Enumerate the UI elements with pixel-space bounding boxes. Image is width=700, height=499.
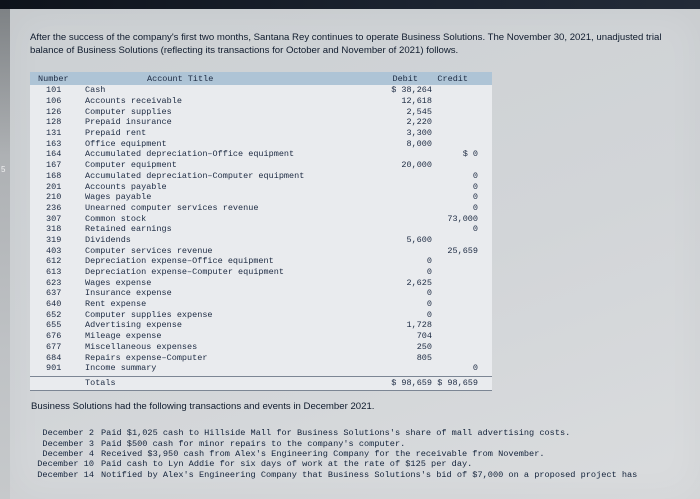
cell-account-title: Wages payable bbox=[85, 192, 152, 203]
cell-number: 613 bbox=[46, 267, 62, 278]
left-window-edge bbox=[0, 9, 10, 499]
cell-credit: 0 bbox=[472, 202, 478, 213]
cell-debit: 1,728 bbox=[406, 320, 432, 331]
cell-account-title: Computer supplies bbox=[85, 106, 172, 117]
cell-number: 637 bbox=[46, 288, 62, 299]
cell-number: 307 bbox=[46, 213, 62, 224]
cell-account-title: Dividends bbox=[85, 234, 131, 245]
table-body bbox=[30, 85, 492, 374]
transaction-date: December 4 bbox=[42, 448, 94, 459]
table-row bbox=[30, 138, 492, 149]
cell-debit: 0 bbox=[426, 288, 432, 299]
cell-number: 128 bbox=[46, 117, 62, 128]
transactions-list bbox=[36, 428, 637, 480]
cell-number: 126 bbox=[46, 106, 62, 117]
transaction-line bbox=[36, 459, 637, 469]
cell-account-title: Unearned computer services revenue bbox=[85, 202, 259, 213]
table-row bbox=[30, 181, 492, 192]
transaction-date: December 3 bbox=[42, 438, 94, 449]
cell-number: 677 bbox=[46, 341, 62, 352]
cell-number: 168 bbox=[46, 170, 62, 181]
table-row bbox=[30, 267, 492, 278]
cell-number: 167 bbox=[46, 160, 62, 171]
table-row bbox=[30, 331, 492, 342]
totals-label: Totals bbox=[85, 378, 116, 389]
cell-account-title: Miscellaneous expenses bbox=[85, 341, 198, 352]
transaction-text: Paid $500 cash for minor repairs to the company's computer. bbox=[101, 438, 406, 449]
table-row bbox=[30, 160, 492, 171]
table-row bbox=[30, 277, 492, 288]
table-row bbox=[30, 106, 492, 117]
cell-debit: 0 bbox=[426, 256, 432, 267]
cell-credit: 0 bbox=[472, 181, 478, 192]
table-row bbox=[30, 85, 492, 96]
transaction-line bbox=[36, 449, 637, 459]
cell-account-title: Accounts receivable bbox=[85, 96, 182, 107]
header-account-title: Account Title bbox=[147, 73, 214, 84]
table-row bbox=[30, 288, 492, 299]
cell-number: 318 bbox=[46, 224, 62, 235]
cell-account-title: Office equipment bbox=[85, 138, 167, 149]
cell-debit: 0 bbox=[426, 299, 432, 310]
table-row bbox=[30, 224, 492, 235]
trial-balance-table bbox=[30, 72, 492, 391]
cell-account-title: Retained earnings bbox=[85, 224, 172, 235]
cell-number: 612 bbox=[46, 256, 62, 267]
top-window-edge bbox=[0, 0, 700, 9]
table-row bbox=[30, 213, 492, 224]
cell-debit: 3,300 bbox=[406, 128, 432, 139]
cell-debit: 250 bbox=[416, 341, 432, 352]
cell-debit: 2,220 bbox=[406, 117, 432, 128]
table-row bbox=[30, 299, 492, 310]
cell-number: 676 bbox=[46, 331, 62, 342]
table-row bbox=[30, 203, 492, 214]
cell-credit: 0 bbox=[472, 192, 478, 203]
table-row bbox=[30, 171, 492, 182]
table-row bbox=[30, 352, 492, 363]
header-credit: Credit bbox=[437, 73, 468, 84]
table-row bbox=[30, 149, 492, 160]
left-edge-label: 5 bbox=[1, 165, 6, 174]
cell-account-title: Prepaid rent bbox=[85, 128, 147, 139]
cell-credit: 0 bbox=[472, 363, 478, 374]
cell-account-title: Accumulated depreciation–Office equipment bbox=[85, 149, 295, 160]
cell-number: 623 bbox=[46, 277, 62, 288]
cell-account-title: Mileage expense bbox=[85, 331, 162, 342]
cell-account-title: Depreciation expense–Office equipment bbox=[85, 256, 274, 267]
cell-account-title: Common stock bbox=[85, 213, 147, 224]
cell-number: 164 bbox=[46, 149, 62, 160]
table-row bbox=[30, 117, 492, 128]
cell-credit: 73,000 bbox=[447, 213, 478, 224]
transaction-text: Paid cash to Lyn Addie for six days of work at the rate of $125 per day. bbox=[101, 459, 473, 470]
cell-debit: 0 bbox=[426, 309, 432, 320]
cell-debit: 20,000 bbox=[401, 160, 432, 171]
table-row bbox=[30, 235, 492, 246]
transaction-text: Received $3,950 cash from Alex's Engineering Company for the receivable from November. bbox=[101, 448, 545, 459]
cell-credit: 0 bbox=[472, 170, 478, 181]
december-intro: Business Solutions had the following transactions and events in December 2021. bbox=[31, 401, 375, 412]
cell-debit: 2,545 bbox=[406, 106, 432, 117]
cell-number: 163 bbox=[46, 138, 62, 149]
cell-account-title: Computer supplies expense bbox=[85, 309, 213, 320]
cell-number: 403 bbox=[46, 245, 62, 256]
header-debit: Debit bbox=[392, 73, 418, 84]
cell-number: 101 bbox=[46, 85, 62, 96]
cell-account-title: Depreciation expense–Computer equipment bbox=[85, 267, 284, 278]
cell-number: 201 bbox=[46, 181, 62, 192]
cell-debit: 704 bbox=[416, 331, 432, 342]
cell-account-title: Prepaid insurance bbox=[85, 117, 172, 128]
cell-debit: 12,618 bbox=[401, 96, 432, 107]
transaction-text: Paid $1,025 cash to Hillside Mall for Business Solutions's share of mall advertising costs. bbox=[101, 428, 571, 439]
cell-number: 319 bbox=[46, 234, 62, 245]
cell-debit: 5,600 bbox=[406, 234, 432, 245]
table-row bbox=[30, 320, 492, 331]
cell-account-title: Wages expense bbox=[85, 277, 152, 288]
intro-paragraph: After the success of the company's first two months, Santana Rey continues to operate Business Solutions. The November 30, 2021, unadjusted trial balance of Business Solutions (reflecting its transactions for October and November of 2021) follows. bbox=[30, 32, 662, 56]
cell-number: 655 bbox=[46, 320, 62, 331]
cell-number: 640 bbox=[46, 299, 62, 310]
transaction-line bbox=[36, 470, 637, 480]
header-number: Number bbox=[38, 73, 69, 84]
cell-credit: 0 bbox=[472, 224, 478, 235]
cell-number: 901 bbox=[46, 363, 62, 374]
cell-account-title: Insurance expense bbox=[85, 288, 172, 299]
transaction-date: December 10 bbox=[37, 459, 94, 470]
transaction-line bbox=[36, 438, 637, 448]
table-header-row bbox=[30, 72, 492, 85]
totals-row bbox=[30, 376, 492, 391]
table-row bbox=[30, 128, 492, 139]
cell-number: 106 bbox=[46, 96, 62, 107]
transaction-line bbox=[36, 428, 637, 438]
cell-number: 652 bbox=[46, 309, 62, 320]
cell-account-title: Computer services revenue bbox=[85, 245, 213, 256]
cell-account-title: Cash bbox=[85, 85, 106, 96]
cell-account-title: Accounts payable bbox=[85, 181, 167, 192]
transaction-date: December 14 bbox=[37, 469, 94, 480]
cell-debit: $ 38,264 bbox=[391, 85, 432, 96]
cell-account-title: Advertising expense bbox=[85, 320, 182, 331]
cell-account-title: Income summary bbox=[85, 363, 157, 374]
transaction-text: Notified by Alex's Engineering Company that Business Solutions's bid of $7,000 on a proposed project has bbox=[101, 469, 638, 480]
cell-account-title: Rent expense bbox=[85, 299, 147, 310]
table-row bbox=[30, 192, 492, 203]
table-row bbox=[30, 256, 492, 267]
cell-debit: 0 bbox=[426, 267, 432, 278]
cell-number: 236 bbox=[46, 202, 62, 213]
table-row bbox=[30, 342, 492, 353]
totals-credit: $ 98,659 bbox=[437, 378, 478, 389]
cell-debit: 805 bbox=[416, 352, 432, 363]
cell-number: 210 bbox=[46, 192, 62, 203]
cell-account-title: Repairs expense–Computer bbox=[85, 352, 208, 363]
cell-debit: 8,000 bbox=[406, 138, 432, 149]
cell-account-title: Computer equipment bbox=[85, 160, 177, 171]
table-row bbox=[30, 245, 492, 256]
cell-credit: 25,659 bbox=[447, 245, 478, 256]
transaction-date: December 2 bbox=[42, 428, 94, 439]
table-row bbox=[30, 363, 492, 374]
cell-number: 684 bbox=[46, 352, 62, 363]
totals-debit: $ 98,659 bbox=[391, 378, 432, 389]
document-page bbox=[10, 9, 700, 499]
cell-debit: 2,625 bbox=[406, 277, 432, 288]
cell-credit: $ 0 bbox=[462, 149, 478, 160]
table-row bbox=[30, 309, 492, 320]
table-row bbox=[30, 96, 492, 107]
cell-account-title: Accumulated depreciation–Computer equipment bbox=[85, 170, 305, 181]
cell-number: 131 bbox=[46, 128, 62, 139]
